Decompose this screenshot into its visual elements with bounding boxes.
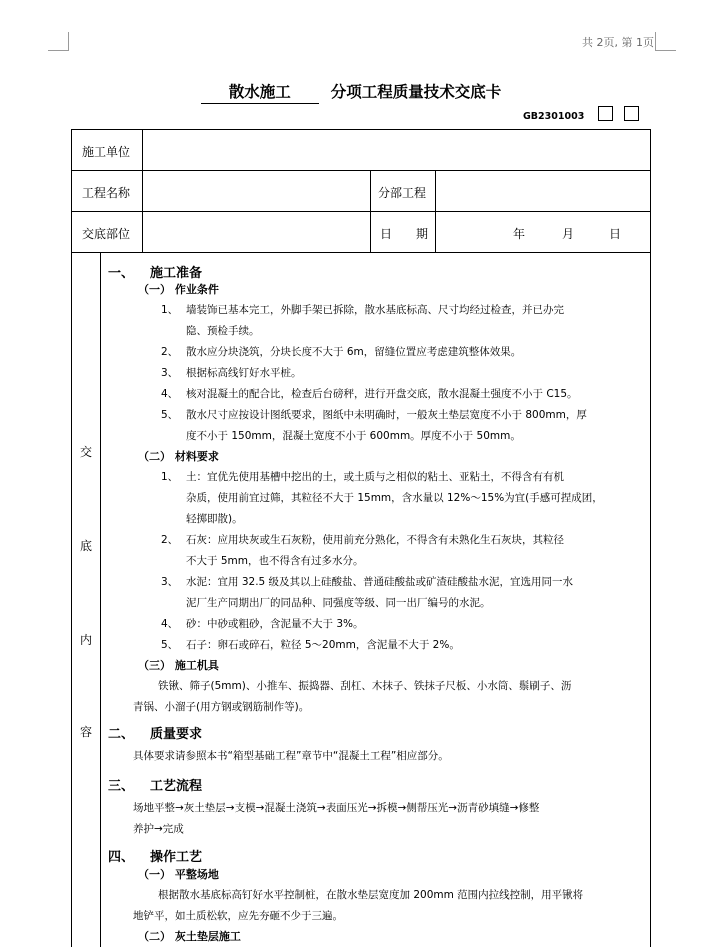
checkbox-1[interactable] (598, 106, 613, 121)
table-rule (71, 129, 651, 130)
list-text: 轻掷即散)。 (186, 513, 243, 525)
list-number: 5、 (161, 639, 179, 651)
section-number: 四、 (108, 850, 135, 865)
list-text: 水泥：宜用 32.5 级及其以上硅酸盐、普通硅酸盐或矿渣硅酸盐水泥，宜选用同一水 (186, 576, 574, 588)
subsection-title: （一） 平整场地 (138, 868, 219, 881)
list-text: 核对混凝土的配合比，检查后台磅秤，进行开盘交底，散水混凝土强度不小于 C15。 (186, 388, 578, 400)
paragraph-line: 青锅、小溜子(用方钢或钢筋制作等)。 (133, 701, 310, 713)
section-title: 质量要求 (150, 727, 203, 742)
page-title (0, 80, 702, 104)
list-text: 散水应分块浇筑，分块长度不大于 6m，留缝位置应考虑建筑整体效果。 (186, 346, 522, 358)
section-number: 三、 (108, 779, 135, 794)
list-text: 隐、预检手续。 (186, 325, 260, 337)
date-month: 月 (562, 227, 575, 241)
list-number: 4、 (161, 388, 179, 400)
list-text: 根据标高线钉好水平桩。 (186, 367, 302, 379)
section-title: 施工准备 (150, 266, 203, 281)
list-number: 3、 (161, 367, 179, 379)
list-text: 杂质，使用前宜过筛，其粒径不大于 15mm，含水量以 12%～15%为宜(手感可捏成团， (186, 492, 603, 504)
list-text: 石灰：应用块灰或生石灰粉，使用前充分熟化，不得含有未熟化生石灰块，其粒径 (186, 534, 564, 546)
paragraph-line: 铁锹、筛子(5mm)、小推车、振捣器、刮杠、木抹子、铁抹子尺板、小水筒、鬃刷子、沥 (158, 680, 572, 692)
crop-mark-right (655, 32, 676, 51)
table-rule (71, 170, 651, 171)
list-text: 泥厂生产同期出厂的同品种、同强度等级、同一出厂编号的水泥。 (186, 597, 491, 609)
crop-mark-left (48, 32, 69, 51)
paragraph-line: 场地平整→灰土垫层→支模→混凝土浇筑→表面压光→拆模→侧帮压光→沥青砂填缝→修整 (133, 802, 540, 814)
side-label-char: 底 (80, 539, 93, 553)
section-title: 操作工艺 (150, 850, 203, 865)
paragraph-line: 根据散水基底标高钉好水平控制桩，在散水垫层宽度加 200mm 范围内拉线控制，用平锹将 (158, 889, 584, 901)
list-text: 石子：卵石或碎石，粒径 5～20mm，含泥量不大于 2%。 (186, 639, 460, 651)
subsection-title: （二） 材料要求 (138, 450, 219, 463)
table-rule (370, 170, 371, 252)
table-rule (435, 170, 436, 252)
list-number: 4、 (161, 618, 179, 630)
date-year: 年 (513, 227, 526, 241)
paragraph-line: 具体要求请参照本书“箱型基础工程”章节中“混凝土工程”相应部分。 (133, 750, 449, 762)
checkbox-2[interactable] (624, 106, 639, 121)
table-rule (71, 252, 651, 253)
side-label-char: 内 (80, 633, 93, 647)
list-text: 砂：中砂或粗砂，含泥量不大于 3%。 (186, 618, 364, 630)
table-rule (71, 211, 651, 212)
list-number: 1、 (161, 471, 179, 483)
label-project-name: 工程名称 (82, 186, 131, 200)
list-number: 3、 (161, 576, 179, 588)
list-text: 度不小于 150mm，混凝土宽度不小于 600mm。厚度不小于 50mm。 (186, 430, 521, 442)
paragraph-line: 地铲平，如土质松软，应先夯砸不少于三遍。 (133, 910, 343, 922)
side-label-char: 交 (80, 445, 93, 459)
doc-code: GB2301003 (523, 111, 585, 122)
label-sub-project: 分部工程 (378, 186, 427, 200)
list-text: 墙装饰已基本完工，外脚手架已拆除，散水基底标高、尺寸均经过检查，并已办完 (186, 304, 564, 316)
section-number: 二、 (108, 727, 135, 742)
list-number: 2、 (161, 534, 179, 546)
title-main: 分项工程质量技术交底卡 (330, 83, 502, 101)
list-text: 不大于 5mm，也不得含有过多水分。 (186, 555, 364, 567)
section-number: 一、 (108, 266, 135, 281)
table-rule (100, 252, 101, 947)
subsection-title: （一） 作业条件 (138, 283, 219, 296)
paragraph-line: 养护→完成 (133, 823, 184, 835)
subsection-title: （三） 施工机具 (138, 659, 219, 672)
subsection-title: （二） 灰土垫层施工 (138, 930, 241, 943)
list-number: 1、 (161, 304, 179, 316)
table-rule (142, 129, 143, 252)
list-number: 2、 (161, 346, 179, 358)
list-text: 散水尺寸应按设计图纸要求，图纸中未明确时，一般灰土垫层宽度不小于 800mm，厚 (186, 409, 587, 421)
label-date: 日 期 (380, 227, 429, 241)
label-construction-unit: 施工单位 (82, 145, 131, 159)
page-number: 共 2页, 第 1页 (582, 36, 654, 49)
list-text: 土：宜优先使用基槽中挖出的土，或土质与之相似的粘土、亚粘土，不得含有有机 (186, 471, 564, 483)
list-number: 5、 (161, 409, 179, 421)
title-underlined: 散水施工 (201, 80, 319, 104)
date-day: 日 (609, 227, 622, 241)
label-location: 交底部位 (82, 227, 131, 241)
side-label-char: 容 (80, 725, 93, 739)
section-title: 工艺流程 (150, 779, 203, 794)
